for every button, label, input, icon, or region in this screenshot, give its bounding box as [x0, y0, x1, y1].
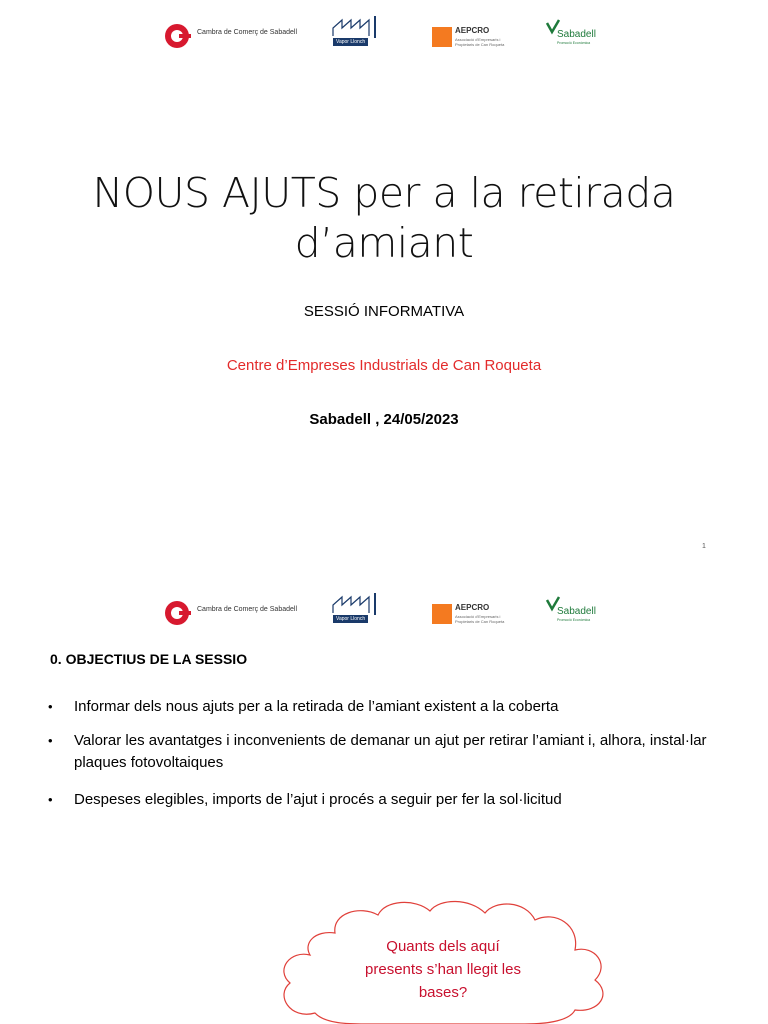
list-item-text: Informar dels nous ajuts per a la retirada de l’amiant existent a la coberta [74, 698, 559, 715]
ajuntament-sabadell-logo [545, 16, 605, 56]
aepcro-logo-text: AEPCRO [455, 603, 490, 612]
slide-subtitle: SESSIÓ INFORMATIVA [303, 303, 465, 320]
slide-title-line-1: NOUS AJUTS per a la retirada [92, 169, 676, 217]
bullet-icon: • [48, 733, 53, 748]
aepcro-logo-subtext: Associació d'Empresaris i Propietaris de Can Roqueta [455, 37, 505, 47]
section-heading: 0. OBJECTIUS DE LA SESSIO [50, 651, 248, 667]
sabadell-logo-subtext: Promoció Econòmica [557, 618, 591, 622]
callout-line-1: Quants dels aquí [386, 938, 500, 955]
date-text: Sabadell , 24/05/2023 [309, 411, 459, 428]
camera-logo-text: Cambra de Comerç de Sabadell [197, 606, 297, 613]
factory-roof-icon [332, 16, 387, 38]
slide-title-line-2: d’amiant [294, 219, 474, 267]
objectives-list [48, 696, 728, 811]
vapor-logo-text: Vapor Llonch [333, 615, 368, 623]
factory-roof-icon [332, 593, 387, 615]
sabadell-logo-subtext: Promoció Econòmica [557, 41, 591, 45]
camera-comerc-logo [165, 593, 315, 633]
callout-line-2: presents s’han llegit les [365, 961, 521, 978]
callout-text [318, 935, 568, 1004]
vapor-llonch-logo [332, 593, 387, 633]
logo-bar [0, 593, 768, 633]
list-item [48, 789, 728, 811]
aepcro-square-icon [432, 27, 452, 47]
list-item-text: Despeses elegibles, imports de l’ajut i procés a seguir per fer la sol·licitud [74, 791, 562, 808]
aepcro-logo-text: AEPCRO [455, 26, 490, 35]
aepcro-square-icon [432, 604, 452, 624]
camera-logo-text: Cambra de Comerç de Sabadell [197, 29, 297, 36]
sabadell-logo-text: Sabadell [557, 29, 596, 40]
callout-line-3: bases? [418, 984, 468, 1001]
list-item-text: Valorar les avantatges i inconvenients de demanar un ajut per retirar l’amiant i, alhora, instal·lar plaques fotovoltaiques [74, 732, 707, 771]
list-item [48, 730, 728, 774]
bullet-icon: • [48, 699, 53, 714]
aepcro-logo [432, 593, 522, 633]
aepcro-logo [432, 16, 522, 56]
camera-mark-icon [165, 601, 189, 625]
slide-title [0, 168, 768, 268]
bullet-icon: • [48, 792, 53, 807]
vapor-llonch-logo [332, 16, 387, 56]
sabadell-logo-text: Sabadell [557, 606, 596, 617]
logo-bar [0, 16, 768, 56]
vapor-logo-text: Vapor Llonch [333, 38, 368, 46]
venue-text: Centre d’Empreses Industrials de Can Roqueta [226, 357, 542, 374]
list-item [48, 696, 728, 718]
camera-mark-icon [165, 24, 189, 48]
camera-comerc-logo [165, 16, 315, 56]
aepcro-logo-subtext: Associació d'Empresaris i Propietaris de Can Roqueta [455, 614, 505, 624]
page-number: 1 [702, 543, 706, 550]
ajuntament-sabadell-logo [545, 593, 605, 633]
